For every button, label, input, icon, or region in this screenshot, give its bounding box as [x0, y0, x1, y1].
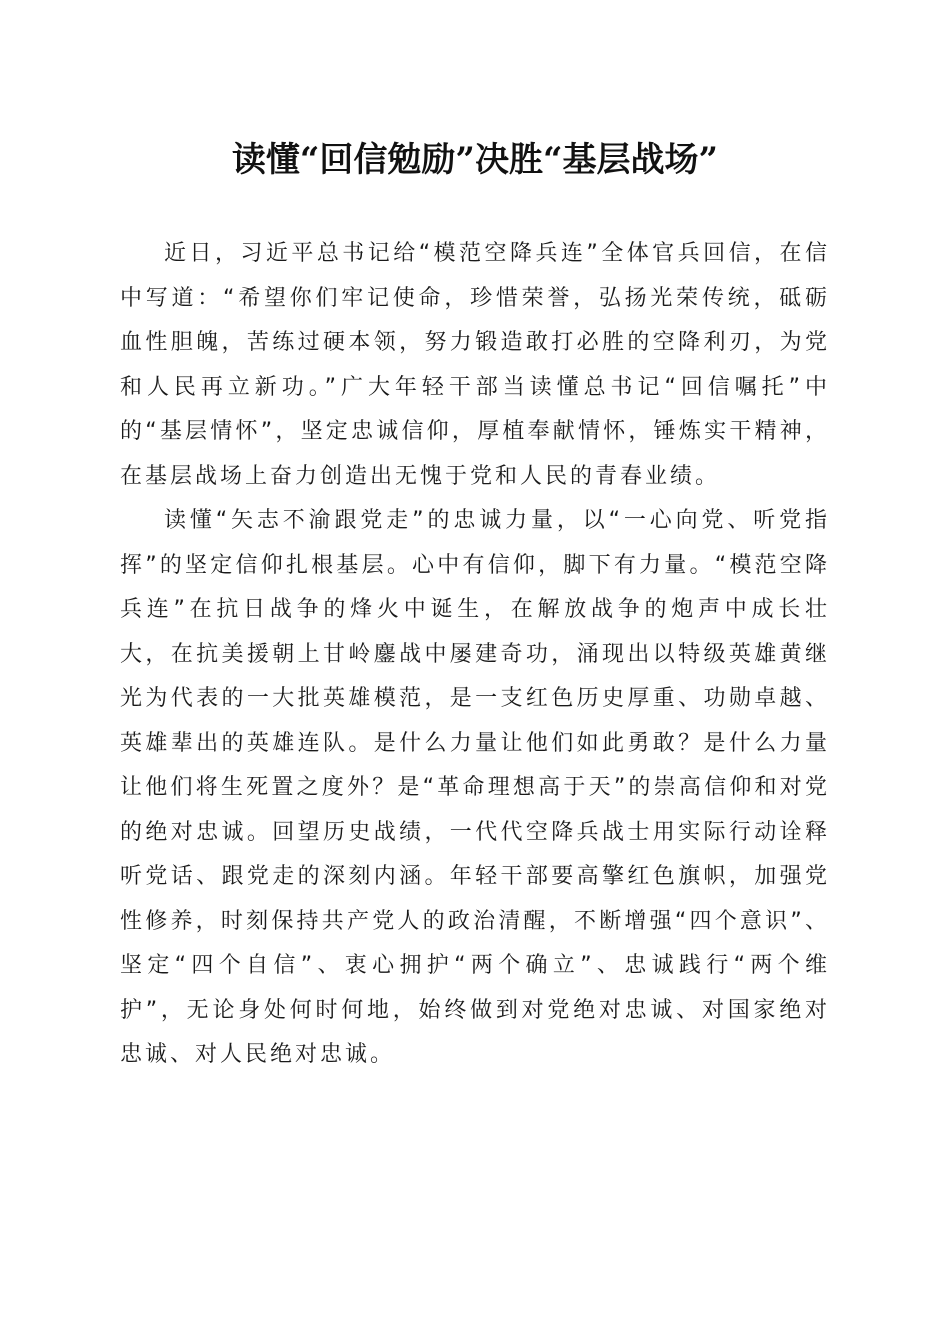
paragraph-1: 近日，习近平总书记给“模范空降兵连”全体官兵回信，在信中写道：“希望你们牢记使命，珍惜荣誉，弘扬光荣传统，砥砺血性胆魄，苦练过硬本领，努力锻造敢打必胜的空降利刃，为党和人民再立新功。”广大年轻干部当读懂总书记“回信嘱托”中的“基层情怀”，坚定忠诚信仰，厚植奉献情怀，锤炼实干精神，在基层战场上奋力创造出无愧于党和人民的青春业绩。: [120, 241, 830, 489]
document-body: [120, 232, 830, 1078]
document-title: 读懂“回信勉励”决胜“基层战场”: [231, 140, 719, 180]
paragraph-2: 读懂“矢志不渝跟党走”的忠诚力量，以“一心向党、听党指挥”的坚定信仰扎根基层。心中有信仰，脚下有力量。“模范空降兵连”在抗日战争的烽火中诞生，在解放战争的炮声中成长壮大，在抗美援朝上甘岭鏖战中屡建奇功，涌现出以特级英雄黄继光为代表的一大批英雄模范，是一支红色历史厚重、功勋卓越、英雄辈出的英雄连队。是什么力量让他们如此勇敢？是什么力量让他们将生死置之度外？是“革命理想高于天”的崇高信仰和对党的绝对忠诚。回望历史战绩，一代代空降兵战士用实际行动诠释听党话、跟党走的深刻内涵。年轻干部要高擎红色旗帜，加强党性修养，时刻保持共产党人的政治清醒，不断增强“四个意识”、坚定“四个自信”、衷心拥护“两个确立”、忠诚践行“两个维护”，无论身处何时何地，始终做到对党绝对忠诚、对国家绝对忠诚、对人民绝对忠诚。: [120, 508, 830, 1067]
